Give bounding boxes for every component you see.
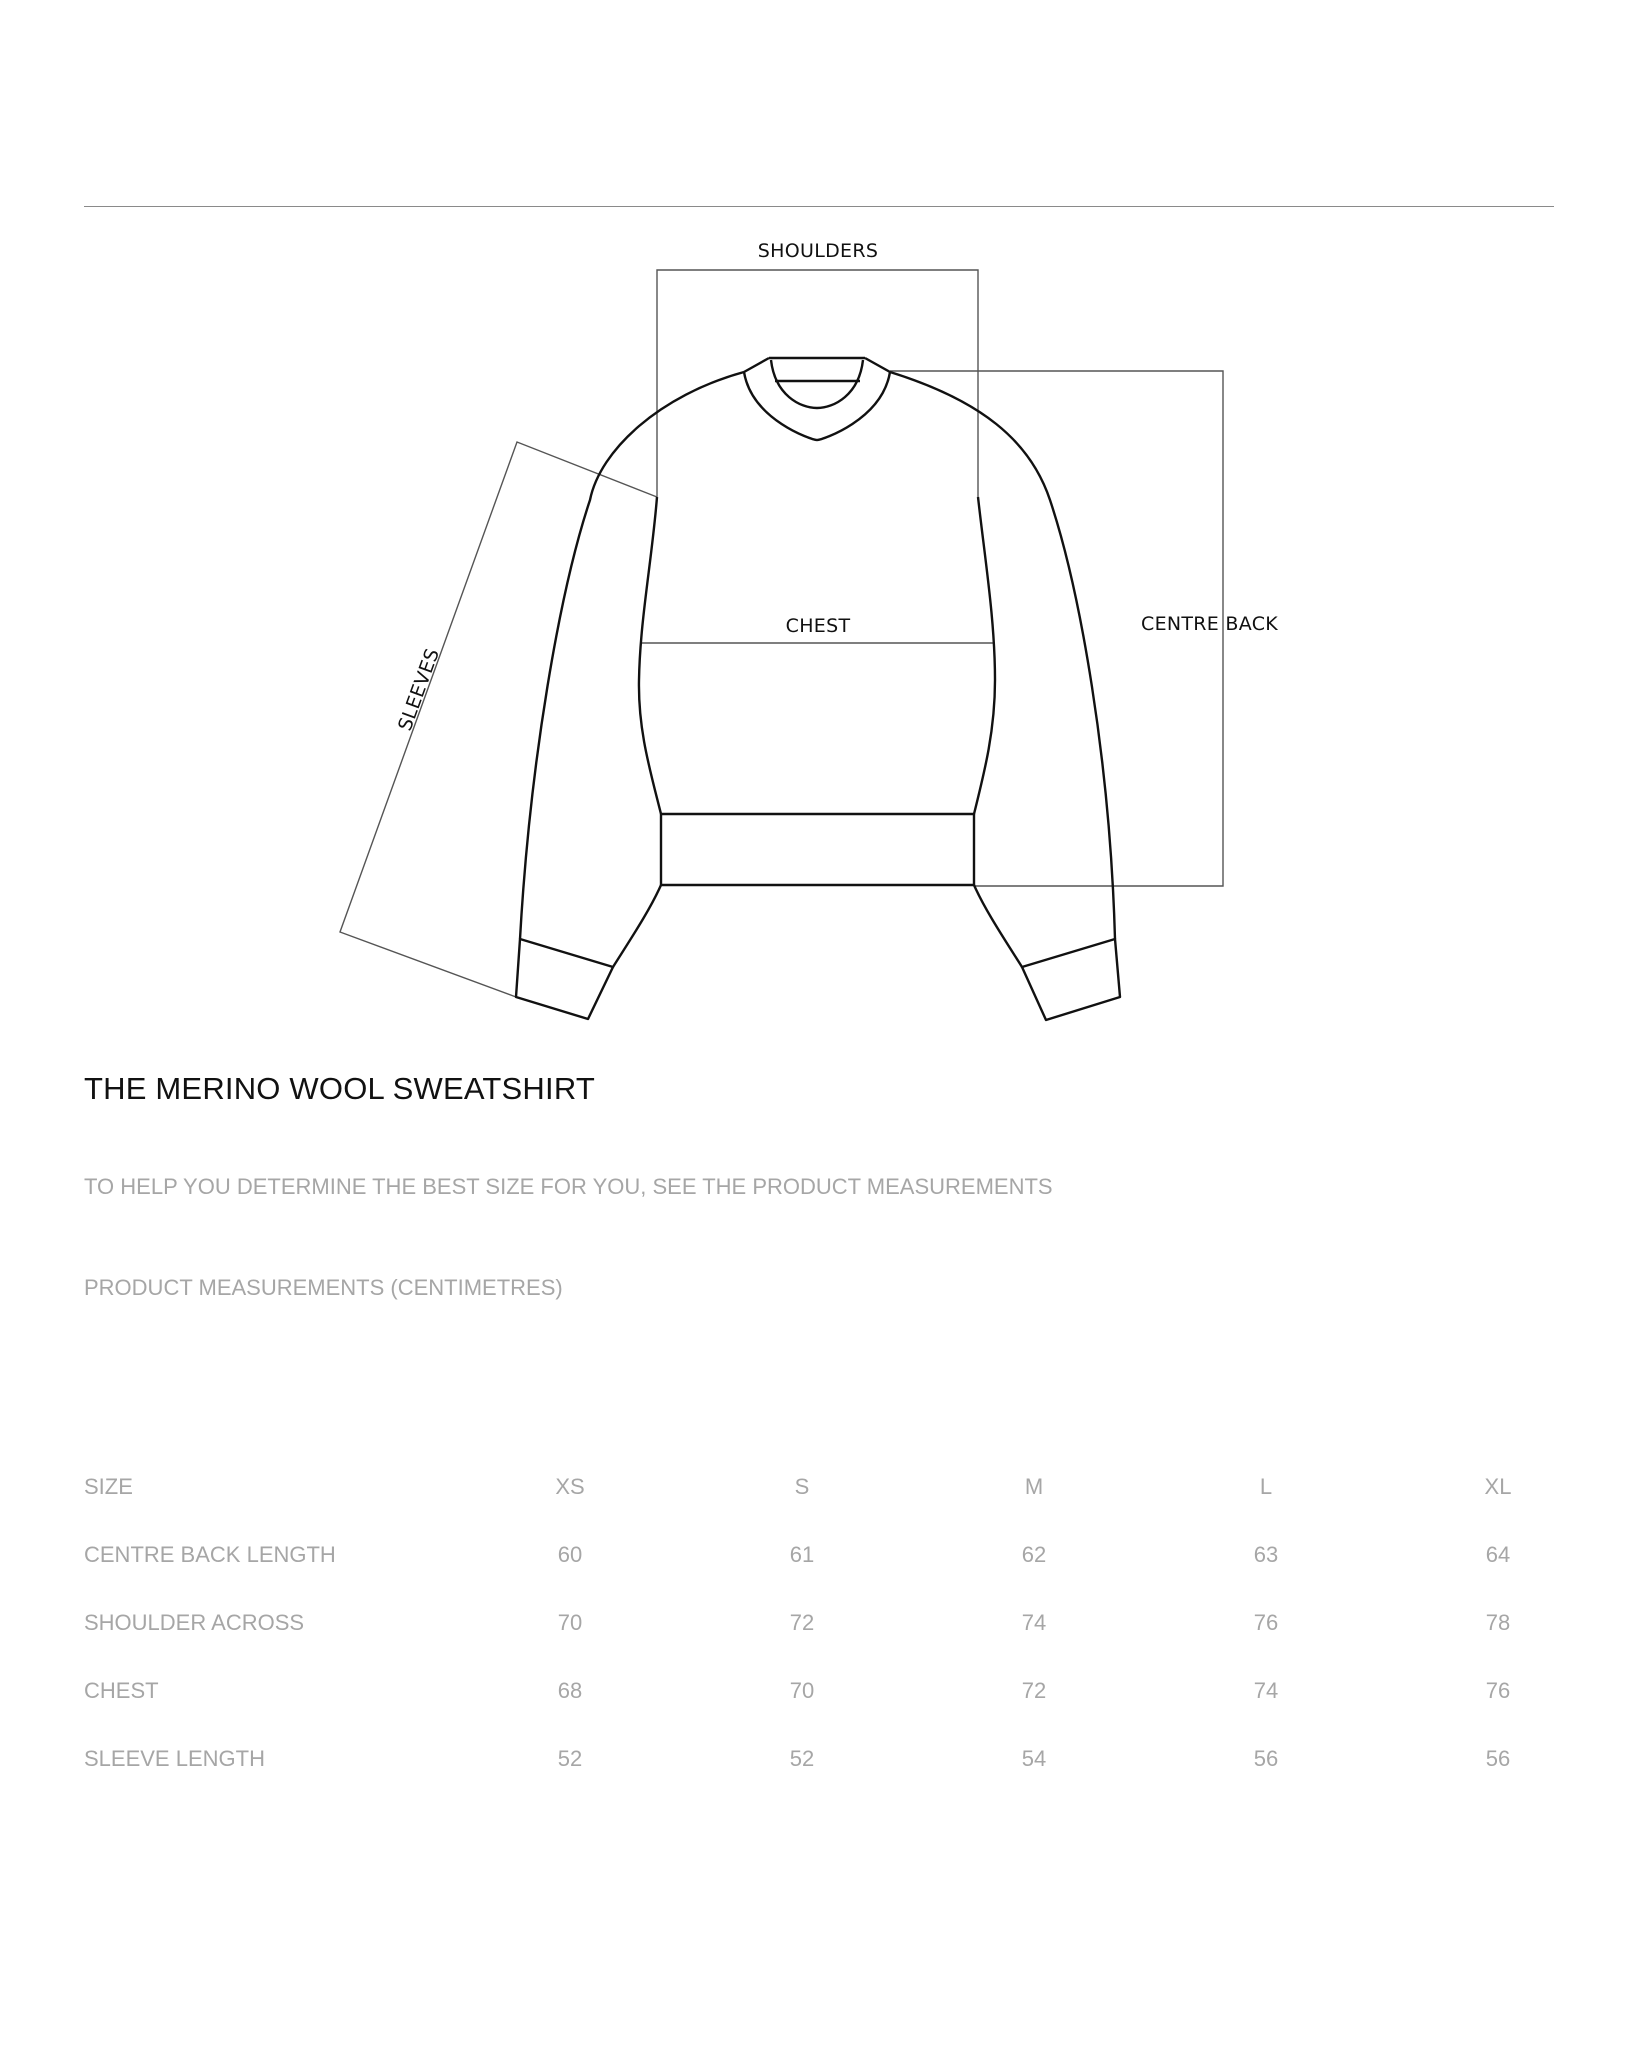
header-size-label: SIZE: [84, 1474, 133, 1499]
table-row: [84, 1725, 1614, 1793]
cell-value: 74: [1253, 1678, 1279, 1703]
table-row: [84, 1521, 1614, 1589]
row-label: SHOULDER ACROSS: [84, 1610, 305, 1635]
size-chart-table: [84, 1453, 1614, 1793]
cell-value: 78: [1485, 1610, 1511, 1635]
chest-label: CHEST: [785, 615, 851, 637]
table-header-row: [84, 1453, 1614, 1521]
measurement-guides: [340, 270, 1223, 997]
header-size-xs: XS: [555, 1474, 585, 1499]
cell-value: 74: [1021, 1610, 1047, 1635]
cell-value: 72: [1021, 1678, 1047, 1703]
cell-value: 54: [1021, 1746, 1047, 1771]
header-size-s: S: [794, 1474, 810, 1499]
cell-value: 76: [1253, 1610, 1279, 1635]
header-size-xl: XL: [1484, 1474, 1512, 1499]
sweatshirt-outline-icon: [516, 358, 1120, 1020]
cell-value: 63: [1253, 1542, 1279, 1567]
cell-value: 70: [557, 1610, 583, 1635]
cell-value: 68: [557, 1678, 583, 1703]
cell-value: 70: [789, 1678, 815, 1703]
header-size-l: L: [1259, 1474, 1273, 1499]
table-row: [84, 1657, 1614, 1725]
cell-value: 64: [1485, 1542, 1511, 1567]
row-label: CHEST: [84, 1678, 159, 1703]
cell-value: 56: [1253, 1746, 1279, 1771]
sleeves-label: SLEEVES: [394, 645, 445, 734]
centre-back-label: CENTRE BACK: [1141, 613, 1279, 635]
cell-value: 76: [1485, 1678, 1511, 1703]
product-title: THE MERINO WOOL SWEATSHIRT: [84, 1071, 595, 1106]
shoulders-guide: [657, 270, 978, 497]
measurement-units-label: PRODUCT MEASUREMENTS (CENTIMETRES): [84, 1275, 563, 1300]
cell-value: 56: [1485, 1746, 1511, 1771]
header-size-m: M: [1024, 1474, 1044, 1499]
cell-value: 60: [557, 1542, 583, 1567]
row-label: CENTRE BACK LENGTH: [84, 1542, 336, 1567]
size-guide-intro: TO HELP YOU DETERMINE THE BEST SIZE FOR YOU, SEE THE PRODUCT MEASUREMENTS: [84, 1174, 1053, 1199]
table-row: [84, 1589, 1614, 1657]
shoulders-label: SHOULDERS: [757, 240, 879, 262]
cell-value: 72: [789, 1610, 815, 1635]
row-label: SLEEVE LENGTH: [84, 1746, 265, 1771]
cell-value: 61: [789, 1542, 815, 1567]
sleeves-guide: [340, 442, 657, 997]
cell-value: 62: [1021, 1542, 1047, 1567]
cell-value: 52: [789, 1746, 815, 1771]
cell-value: 52: [557, 1746, 583, 1771]
